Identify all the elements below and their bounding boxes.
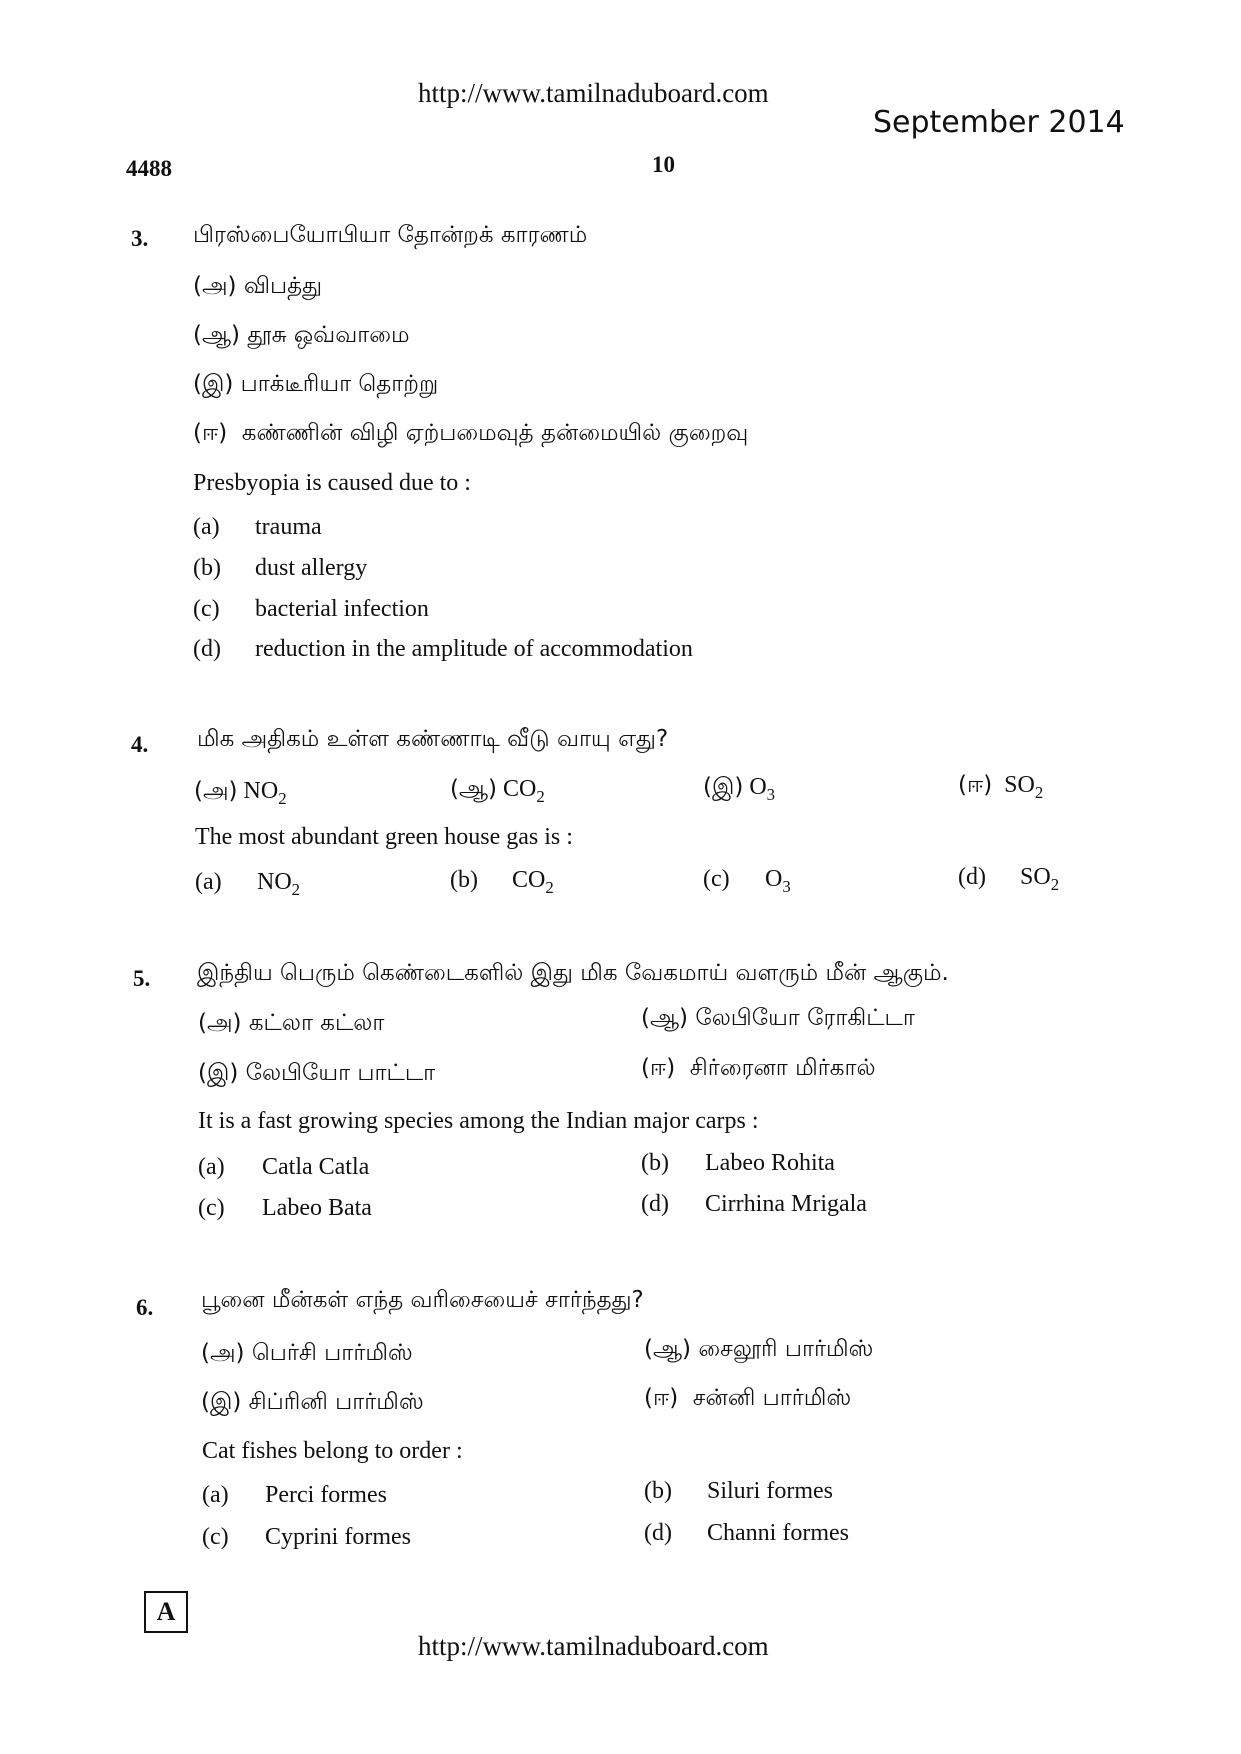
question-6-tamil-option-d: (ஈ) சன்னி பார்மிஸ் [644, 1385, 852, 1411]
question-6-english: Cat fishes belong to order : [202, 1438, 463, 1464]
question-3-tamil: பிரஸ்பையோபியா தோன்றக் காரணம் [193, 222, 588, 248]
question-5-tamil: இந்திய பெரும் கெண்டைகளில் இது மிக வேகமாய் வளரும் மீன் ஆகும். [197, 960, 949, 986]
question-5-option-a: (a) Catla Catla [198, 1154, 370, 1180]
question-5-option-d: (d) Cirrhina Mrigala [641, 1191, 867, 1217]
question-3-option-d: (d) reduction in the amplitude of accommodation [193, 636, 693, 662]
question-4-tamil-option-d: (ஈ) $SO_2$ [958, 772, 1044, 802]
question-6-tamil-option-a: (அ) பெர்சி பார்மிஸ் [201, 1340, 413, 1366]
question-3-option-c: (c) bacterial infection [193, 596, 429, 622]
question-6-tamil-option-c: (இ) சிப்ரினி பார்மிஸ் [201, 1389, 424, 1415]
question-3-option-b: (b) dust allergy [193, 555, 368, 581]
footer-url: http://www.tamilnaduboard.com [418, 1631, 769, 1661]
header-url: http://www.tamilnaduboard.com [418, 78, 769, 108]
question-4-tamil: மிக அதிகம் உள்ள கண்ணாடி வீடு வாயு எது? [197, 726, 669, 752]
exam-date: September 2014 [873, 105, 1125, 140]
question-6-tamil-option-b: (ஆ) சைலூரி பார்மிஸ் [644, 1336, 874, 1362]
paper-code: 4488 [126, 156, 172, 181]
question-3-english: Presbyopia is caused due to : [193, 470, 471, 496]
question-5-english: It is a fast growing species among the Indian major carps : [198, 1108, 759, 1134]
question-4-english: The most abundant green house gas is : [195, 824, 573, 850]
question-3-number: 3. [131, 226, 149, 251]
question-5-tamil-option-c: (இ) லேபியோ பாட்டா [198, 1060, 436, 1086]
question-4-tamil-option-b: (ஆ) $CO_2$ [450, 776, 545, 806]
question-5-tamil-option-d: (ஈ) சிர்ரைனா மிர்கால் [641, 1055, 876, 1081]
question-3-option-a: (a) trauma [193, 514, 322, 540]
question-6-option-a: (a) Perci formes [202, 1482, 387, 1508]
question-4-option-c: (c) $O_3$ [703, 866, 791, 896]
question-5-option-c: (c) Labeo Bata [198, 1195, 372, 1221]
question-6-option-c: (c) Cyprini formes [202, 1524, 411, 1550]
question-6-option-d: (d) Channi formes [644, 1520, 849, 1546]
question-5-tamil-option-b: (ஆ) லேபியோ ரோகிட்டா [641, 1005, 915, 1031]
question-4-option-b: (b) $CO_2$ [450, 867, 554, 897]
question-3-tamil-option-c: (இ) பாக்டீரியா தொற்று [193, 371, 439, 397]
question-3-tamil-option-b: (ஆ) தூசு ஒவ்வாமை [193, 322, 410, 348]
question-4-option-d: (d) $SO_2$ [958, 864, 1060, 894]
question-3-tamil-option-a: (அ) விபத்து [193, 273, 323, 299]
question-5-tamil-option-a: (அ) கட்லா கட்லா [198, 1010, 385, 1036]
question-6-tamil: பூனை மீன்கள் எந்த வரிசையைச் சார்ந்தது? [201, 1287, 644, 1313]
question-6-number: 6. [136, 1295, 154, 1320]
question-4-number: 4. [131, 732, 149, 757]
question-6-option-b: (b) Siluri formes [644, 1478, 833, 1504]
question-4-tamil-option-c: (இ) $O_3$ [703, 774, 776, 804]
question-5-option-b: (b) Labeo Rohita [641, 1150, 835, 1176]
question-5-number: 5. [133, 966, 151, 991]
version-mark-box: A [144, 1591, 188, 1633]
question-3-tamil-option-d: (ஈ) கண்ணின் விழி ஏற்பமைவுத் தன்மையில் குறைவு [193, 420, 749, 446]
question-4-option-a: (a) $NO_2$ [195, 869, 301, 899]
question-4-tamil-option-a: (அ) $NO_2$ [194, 778, 287, 808]
page-number: 10 [652, 152, 675, 177]
